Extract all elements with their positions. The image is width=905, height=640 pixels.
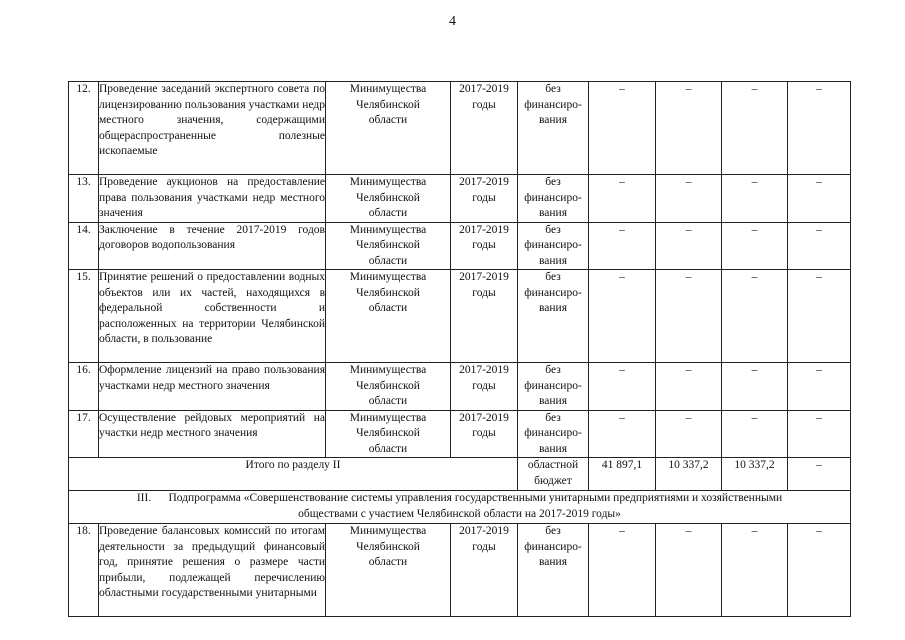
row-funding-line: без	[545, 223, 561, 236]
dash-mark: –	[751, 83, 758, 95]
section-heading-line: III. Подпрограмма «Совершенствование системы управления государственными унитарными предприятиями и хозяйственными	[136, 492, 783, 504]
row-period-line: годы	[472, 286, 496, 299]
row-executor-line: области	[368, 556, 408, 568]
row-funding-line: финансиро-	[524, 427, 582, 439]
row-executor	[326, 363, 451, 411]
row-executor	[326, 410, 451, 458]
dash-mark: –	[619, 176, 625, 188]
row-funding	[518, 524, 589, 617]
row-value	[788, 524, 851, 617]
row-funding-line: финансиро-	[524, 286, 582, 299]
dash-mark: –	[619, 411, 625, 424]
table-row	[69, 222, 851, 270]
section-header-row	[69, 491, 851, 524]
row-period-line: 2017-2019	[459, 223, 509, 236]
row-period-line: 2017-2019	[459, 176, 509, 188]
dash-mark: –	[685, 223, 692, 236]
row-period-line: 2017-2019	[459, 411, 509, 424]
row-funding-line: без	[545, 83, 561, 95]
table-row	[69, 175, 851, 223]
row-funding	[518, 175, 589, 223]
row-number: 18.	[69, 524, 99, 617]
row-funding-line: без	[545, 271, 561, 283]
row-value	[589, 270, 656, 363]
row-executor-line: области	[368, 114, 408, 126]
row-executor-line: области	[368, 395, 408, 407]
row-value	[788, 82, 851, 175]
row-value	[656, 222, 722, 270]
row-value	[656, 363, 722, 411]
dash-mark: –	[816, 364, 822, 376]
row-executor-line: Челябинской	[356, 379, 420, 392]
row-executor-line: области	[368, 254, 408, 267]
dash-mark: –	[751, 271, 758, 283]
row-executor	[326, 175, 451, 223]
total-value: 41 897,1	[589, 458, 656, 491]
row-value	[589, 524, 656, 617]
row-number: 13.	[69, 175, 99, 223]
row-funding	[518, 222, 589, 270]
row-funding	[518, 363, 589, 411]
row-funding-line: вания	[539, 254, 567, 267]
row-funding-line: вания	[539, 302, 567, 314]
row-period	[451, 175, 518, 223]
row-funding-line: без	[545, 411, 561, 424]
row-period-line: 2017-2019	[459, 525, 509, 537]
row-period-line: годы	[472, 427, 496, 439]
row-value	[656, 410, 722, 458]
row-description: Оформление лицензий на право пользования участками недр местного значения	[99, 363, 326, 411]
row-period-line: годы	[472, 191, 496, 204]
dash-mark: –	[751, 176, 758, 188]
row-value	[589, 410, 656, 458]
row-value	[722, 270, 788, 363]
row-funding	[518, 410, 589, 458]
row-funding-line: финансиро-	[524, 379, 582, 392]
row-description: Заключение в течение 2017-2019 годов договоров водопользования	[99, 222, 326, 270]
table-row	[69, 524, 851, 617]
row-value	[722, 175, 788, 223]
dash-mark: –	[816, 525, 822, 537]
row-period	[451, 524, 518, 617]
row-funding-line: финансиро-	[524, 239, 582, 251]
row-value	[788, 410, 851, 458]
row-executor-line: Минимущества	[349, 525, 427, 537]
program-table	[68, 81, 851, 617]
row-executor-line: Челябинской	[356, 239, 420, 251]
row-executor-line: области	[368, 207, 408, 219]
row-period-line: 2017-2019	[459, 83, 509, 95]
row-period	[451, 270, 518, 363]
row-executor	[326, 82, 451, 175]
row-executor-line: области	[368, 302, 408, 314]
row-executor-line: Минимущества	[349, 364, 427, 376]
row-value	[788, 175, 851, 223]
row-executor-line: Минимущества	[349, 411, 427, 424]
total-label: Итого по разделу II	[69, 458, 518, 491]
row-period-line: годы	[472, 239, 496, 251]
dash-mark: –	[816, 459, 822, 471]
row-description: Осуществление рейдовых мероприятий на участки недр местного значения	[99, 410, 326, 458]
row-executor-line: Минимущества	[349, 83, 427, 95]
row-value	[589, 82, 656, 175]
row-executor-line: Минимущества	[349, 176, 427, 188]
row-value	[722, 82, 788, 175]
row-funding-line: вания	[539, 556, 567, 568]
row-value	[589, 363, 656, 411]
row-period	[451, 82, 518, 175]
row-value	[589, 222, 656, 270]
row-value	[656, 270, 722, 363]
row-period-line: 2017-2019	[459, 364, 509, 376]
row-value	[722, 524, 788, 617]
row-description: Проведение балансовых комиссий по итогам деятельности за предыдущий финансовый год, принятие решения о размере части прибыли, подлежащей перечислению областными государственными унитарными	[99, 524, 326, 617]
row-value	[788, 222, 851, 270]
total-funding	[518, 458, 589, 491]
row-period	[451, 363, 518, 411]
row-executor-line: Челябинской	[356, 427, 420, 439]
row-value	[589, 175, 656, 223]
row-funding-line: вания	[539, 207, 567, 219]
table-body-section-3	[69, 524, 851, 617]
row-description: Проведение заседаний экспертного совета по лицензированию пользования участками недр местного значения, содержащими общераспространенные полезные ископаемые	[99, 82, 326, 175]
section-heading-line: обществами с участием Челябинской области на 2017-2019 годы»	[298, 507, 621, 520]
dash-mark: –	[685, 176, 692, 188]
row-period	[451, 410, 518, 458]
row-number: 12.	[69, 82, 99, 175]
dash-mark: –	[619, 364, 625, 376]
table-row	[69, 270, 851, 363]
dash-mark: –	[685, 525, 692, 537]
row-number: 16.	[69, 363, 99, 411]
row-value	[656, 524, 722, 617]
dash-mark: –	[816, 223, 822, 236]
total-funding-line: бюджет	[534, 474, 572, 487]
table-body-section-2	[69, 82, 851, 458]
dash-mark: –	[619, 83, 625, 95]
total-value	[788, 458, 851, 491]
row-executor-line: Челябинской	[356, 286, 420, 299]
row-value	[722, 222, 788, 270]
row-period-line: годы	[472, 98, 496, 111]
table-row	[69, 410, 851, 458]
page-number: 4	[449, 14, 456, 29]
row-executor-line: области	[368, 442, 408, 455]
row-number: 17.	[69, 410, 99, 458]
row-executor-line: Челябинской	[356, 191, 420, 204]
total-value: 10 337,2	[722, 458, 788, 491]
row-executor-line: Минимущества	[349, 271, 427, 283]
row-executor-line: Минимущества	[349, 223, 427, 236]
row-description: Проведение аукционов на предоставление права пользования участками недр местного значения	[99, 175, 326, 223]
row-description: Принятие решений о предоставлении водных объектов или их частей, находящихся в федеральной собственности и расположенных на территории Челябинской области, в пользование	[99, 270, 326, 363]
row-funding	[518, 270, 589, 363]
row-funding-line: финансиро-	[524, 98, 582, 111]
row-executor-line: Челябинской	[356, 98, 420, 111]
dash-mark: –	[619, 271, 625, 283]
dash-mark: –	[685, 364, 692, 376]
dash-mark: –	[816, 83, 822, 95]
row-number: 14.	[69, 222, 99, 270]
dash-mark: –	[685, 83, 692, 95]
dash-mark: –	[619, 223, 625, 236]
total-funding-line: областной	[527, 459, 579, 471]
total-value: 10 337,2	[656, 458, 722, 491]
row-funding-line: вания	[539, 114, 567, 126]
table-row	[69, 363, 851, 411]
dash-mark: –	[816, 176, 822, 188]
row-period-line: годы	[472, 379, 496, 392]
section-heading	[69, 491, 851, 524]
row-funding	[518, 82, 589, 175]
row-value	[722, 363, 788, 411]
total-section	[69, 458, 851, 524]
row-number: 15.	[69, 270, 99, 363]
dash-mark: –	[685, 411, 692, 424]
row-value	[656, 175, 722, 223]
dash-mark: –	[816, 271, 822, 283]
row-value	[722, 410, 788, 458]
row-funding-line: финансиро-	[524, 191, 582, 204]
dash-mark: –	[816, 411, 822, 424]
row-value	[788, 363, 851, 411]
dash-mark: –	[619, 525, 625, 537]
row-value	[656, 82, 722, 175]
row-executor-line: Челябинской	[356, 540, 420, 553]
total-row	[69, 458, 851, 491]
dash-mark: –	[751, 364, 758, 376]
dash-mark: –	[751, 223, 758, 236]
table-row	[69, 82, 851, 175]
row-funding-line: вания	[539, 395, 567, 407]
row-executor	[326, 222, 451, 270]
dash-mark: –	[751, 411, 758, 424]
row-period-line: годы	[472, 540, 496, 553]
row-funding-line: без	[545, 525, 561, 537]
dash-mark: –	[751, 525, 758, 537]
row-funding-line: без	[545, 176, 561, 188]
row-funding-line: вания	[539, 442, 567, 455]
row-value	[788, 270, 851, 363]
row-funding-line: без	[545, 364, 561, 376]
row-executor	[326, 524, 451, 617]
dash-mark: –	[685, 271, 692, 283]
row-period	[451, 222, 518, 270]
row-executor	[326, 270, 451, 363]
row-funding-line: финансиро-	[524, 540, 582, 553]
row-period-line: 2017-2019	[459, 271, 509, 283]
